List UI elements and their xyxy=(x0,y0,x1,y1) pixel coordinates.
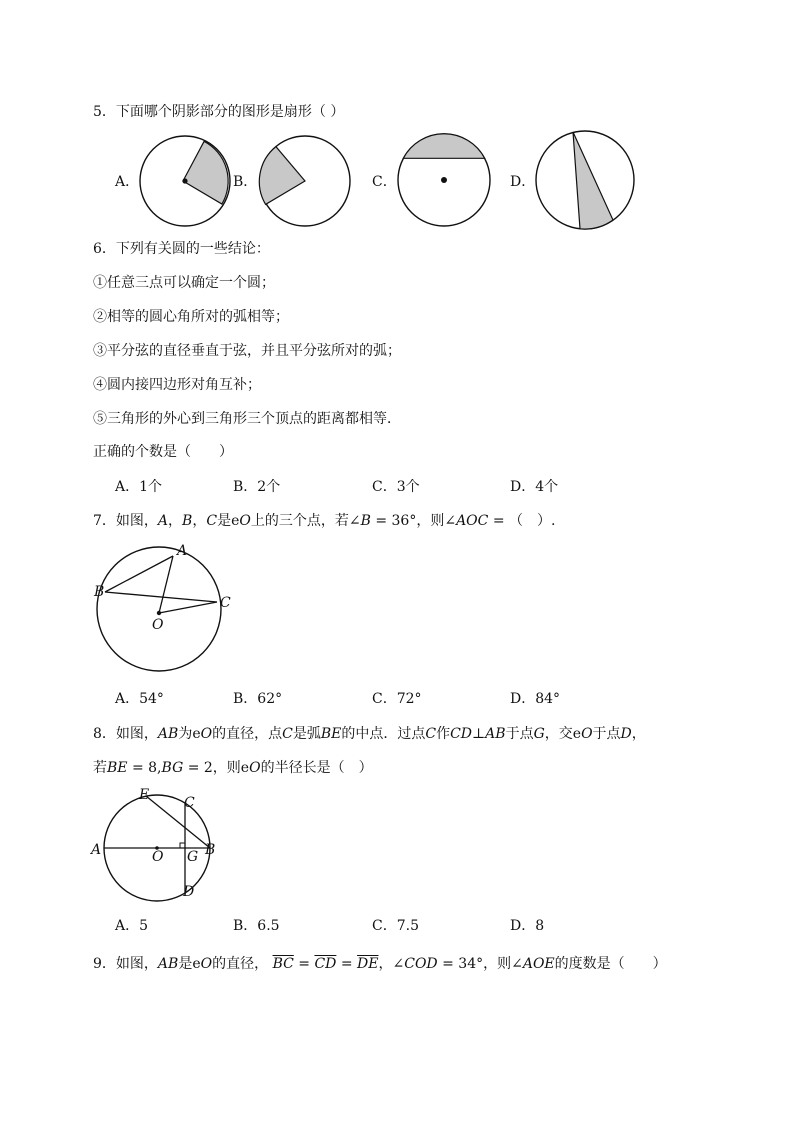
q5-option-a-label: A． xyxy=(115,174,140,190)
q8-label-c: C xyxy=(184,795,195,811)
q7-option-a: A．54° xyxy=(115,691,164,707)
q5-stem: 5．下面哪个阴影部分的图形是扇形（ ） xyxy=(93,104,345,120)
q6-question: 正确的个数是（ ） xyxy=(93,444,233,460)
q8-label-d: D xyxy=(183,884,195,900)
q6-statement-4: ④圆内接四边形对角互补； xyxy=(93,377,261,393)
q6-statement-2: ②相等的圆心角所对的弧相等； xyxy=(93,309,289,325)
q7-label-c: C xyxy=(220,595,231,611)
q7-label-o: O xyxy=(152,617,164,633)
q6-statement-3: ③平分弦的直径垂直于弦，并且平分弦所对的弧； xyxy=(93,343,401,359)
q6-statement-5: ⑤三角形的外心到三角形三个顶点的距离都相等． xyxy=(93,411,401,427)
q8-label-a: A xyxy=(91,842,102,858)
q5-option-a-figure xyxy=(138,134,234,230)
q6-option-a: A．1个 xyxy=(115,479,163,495)
q5-option-d-label: D． xyxy=(510,174,536,190)
q6-statement-1: ①任意三点可以确定一个圆； xyxy=(93,275,275,291)
q8-label-g: G xyxy=(187,849,199,865)
q7-stem: 7．如图，A，B，C是eO上的三个点，若∠B = 36°，则∠AOC = （ ）. xyxy=(93,513,556,529)
q6-stem: 6．下列有关圆的一些结论： xyxy=(93,241,270,257)
q8-stem-line2: 若BE = 8,BG = 2，则eO的半径长是（ ） xyxy=(93,760,373,776)
q8-option-b: B．6.5 xyxy=(233,918,280,934)
q5-option-c-figure xyxy=(394,130,494,230)
q8-circle-figure xyxy=(100,790,220,902)
q7-label-b: B xyxy=(94,584,105,600)
q5-option-b-label: B． xyxy=(233,174,258,190)
q6-option-c: C．3个 xyxy=(372,479,420,495)
q7-option-b: B．62° xyxy=(233,691,283,707)
q8-label-e: E xyxy=(139,787,150,803)
q7-option-d: D．84° xyxy=(510,691,561,707)
q8-label-o: O xyxy=(152,849,164,865)
q8-option-a: A．5 xyxy=(115,918,149,934)
q8-stem-line1: 8．如图，AB为eO的直径，点C是弧BE的中点．过点C作CD⊥AB于点G，交eO于点D， xyxy=(93,726,646,742)
q5-option-d-figure xyxy=(535,130,637,232)
q6-option-b: B．2个 xyxy=(233,479,281,495)
q8-option-d: D．8 xyxy=(510,918,545,934)
q7-option-c: C．72° xyxy=(372,691,422,707)
q7-label-a: A xyxy=(177,543,188,559)
q5-option-c-label: C． xyxy=(372,174,397,190)
q6-option-d: D．4个 xyxy=(510,479,559,495)
q8-option-c: C．7.5 xyxy=(372,918,419,934)
q8-label-b: B xyxy=(205,842,216,858)
q5-option-b-figure xyxy=(256,134,352,230)
q9-stem: 9．如图，AB是eO的直径， $\overline{BC} = \overline{CD} = \overline{DE}$，∠COD = 34°，则∠AOE的度数是（ ） xyxy=(93,956,667,972)
